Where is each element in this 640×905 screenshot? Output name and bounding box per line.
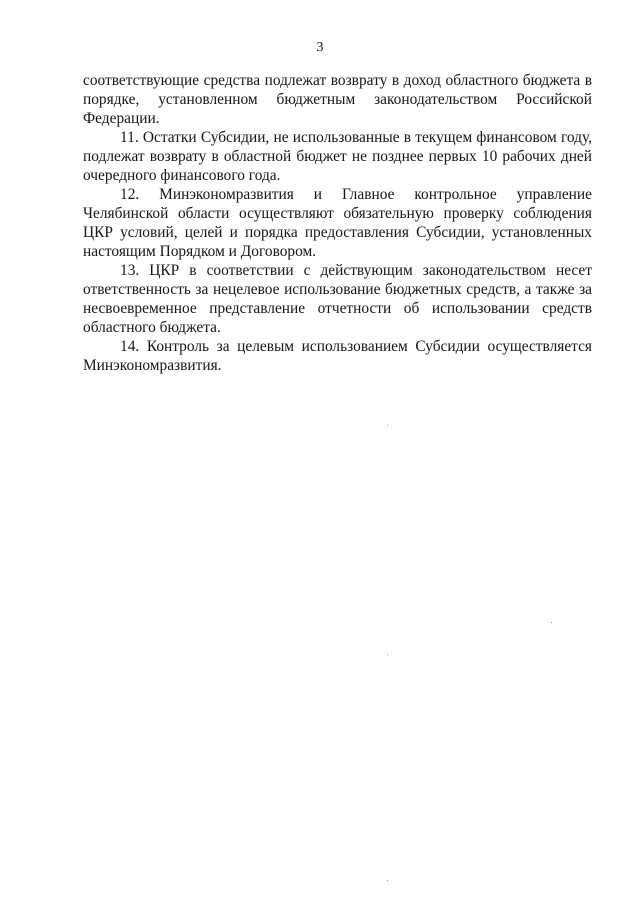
paragraph-item-12: 12. Минэкономразвития и Главное контрольное управление Челябинской области осуществляют обязательную проверку соблюдения ЦКР условий, целей и порядка предоставления Субсидии, установленных настоящим Порядком и Договором. [83, 186, 592, 260]
scan-speck [387, 425, 388, 426]
paragraph-item-11: 11. Остатки Субсидии, не использованные в текущем финансовом году, подлежат возврату в областной бюджет не позднее первых 10 рабочих дней очередного финансового года. [83, 129, 592, 184]
paragraph-continuation: соответствующие средства подлежат возврату в доход областного бюджета в порядке, установленном бюджетным законодательством Российской Федерации. [83, 72, 592, 127]
paragraph-item-13: 13. ЦКР в соответствии с действующим законодательством несет ответственность за нецелевое использование бюджетных средств, а также за несвоевременное представление отчетности об использовании средств областного бюджета. [83, 262, 592, 336]
page-number: 3 [316, 40, 324, 55]
document-body [83, 71, 592, 375]
scan-speck [387, 880, 388, 881]
paragraph-item-14: 14. Контроль за целевым использованием Субсидии осуществляется Минэкономразвития. [83, 338, 592, 374]
scan-speck [387, 654, 388, 655]
scan-speck [551, 622, 552, 623]
